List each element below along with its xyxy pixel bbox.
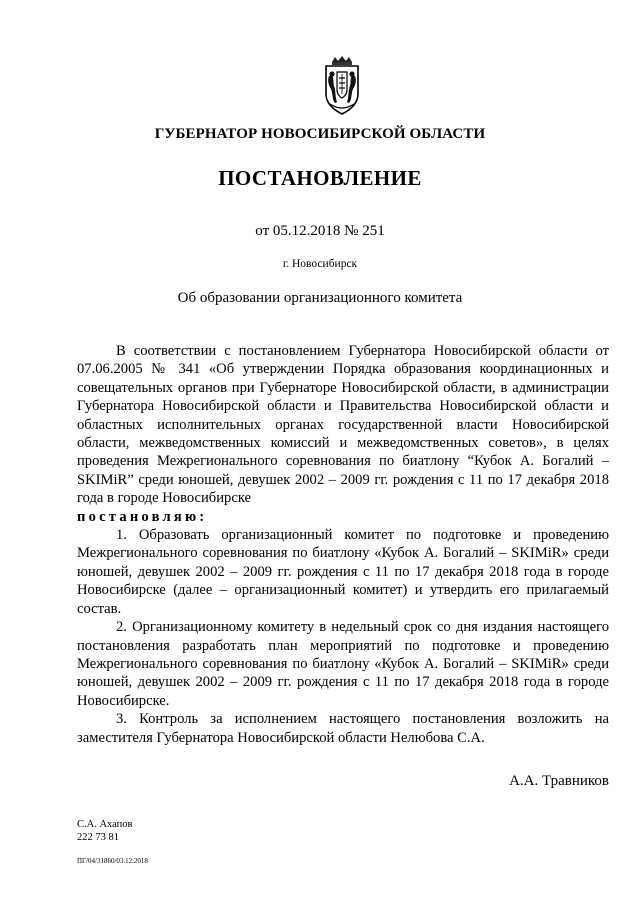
document-code: ПГ/04/31860/03.12.2018 (77, 857, 148, 865)
coat-of-arms-icon (318, 56, 366, 116)
item-paragraph-2: 2. Организационному комитету в недельный срок со дня издания настоящего постановления разработать план мероприятий по подготовке и проведению Межрегионального соревнования по биатлону «Кубок А. Богалий – SKIMiR» среди юношей, девушек 2002 – 2009 гг. рождения с 11 по 17 декабря 2018 года в городе Новосибирске. (77, 619, 609, 709)
issuer-title: ГУБЕРНАТОР НОВОСИБИРСКОЙ ОБЛАСТИ (154, 126, 486, 142)
resolve-line (77, 508, 609, 526)
preamble-text: В соответствии с постановлением Губернатора Новосибирской области от 07.06.2005 № 341 «Об утверждении Порядка образования координационных и совещательных органов при Губернаторе Новосибирской области, в администрации Губернатора Новосибирской области и Правительства Новосибирской области и областных исполнительных органах государственной власти Новосибирской области, межведомственных комиссий и межведомственных советов», в целях проведения Межрегионального соревнования по биатлону “Кубок А. Богалий – SKIMiR” среди юношей, девушек 2002 – 2009 гг. рождения с 11 по 17 декабря 2018 года в городе Новосибирске (77, 343, 609, 507)
executor-block (77, 818, 133, 844)
preamble-paragraph (77, 342, 609, 508)
document-date-number: от 05.12.2018 № 251 (255, 223, 385, 239)
resolve-colon: : (199, 508, 205, 525)
executor-name: С.А. Ахапов (77, 819, 133, 830)
signer-name: А.А. Травников (509, 773, 609, 789)
executor-phone: 222 73 81 (77, 832, 119, 843)
document-city: г. Новосибирск (282, 258, 358, 270)
document-subject: Об образовании организационного комитета (177, 290, 463, 306)
document-type: ПОСТАНОВЛЕНИЕ (218, 166, 422, 190)
resolve-word: постановляю (77, 508, 200, 525)
document-body (77, 342, 609, 747)
item-paragraph-3: 3. Контроль за исполнением настоящего постановления возложить на заместителя Губернатора Новосибирской области Нелюбова С.А. (77, 711, 609, 746)
item-paragraph-1: 1. Образовать организационный комитет по подготовке и проведению Межрегионального соревнования по биатлону «Кубок А. Богалий – SKIMiR» среди юношей, девушек 2002 – 2009 гг. рождения с 11 по 17 декабря 2018 года в городе Новосибирске (далее – организационный комитет) и утвердить его прилагаемый состав. (77, 527, 609, 617)
